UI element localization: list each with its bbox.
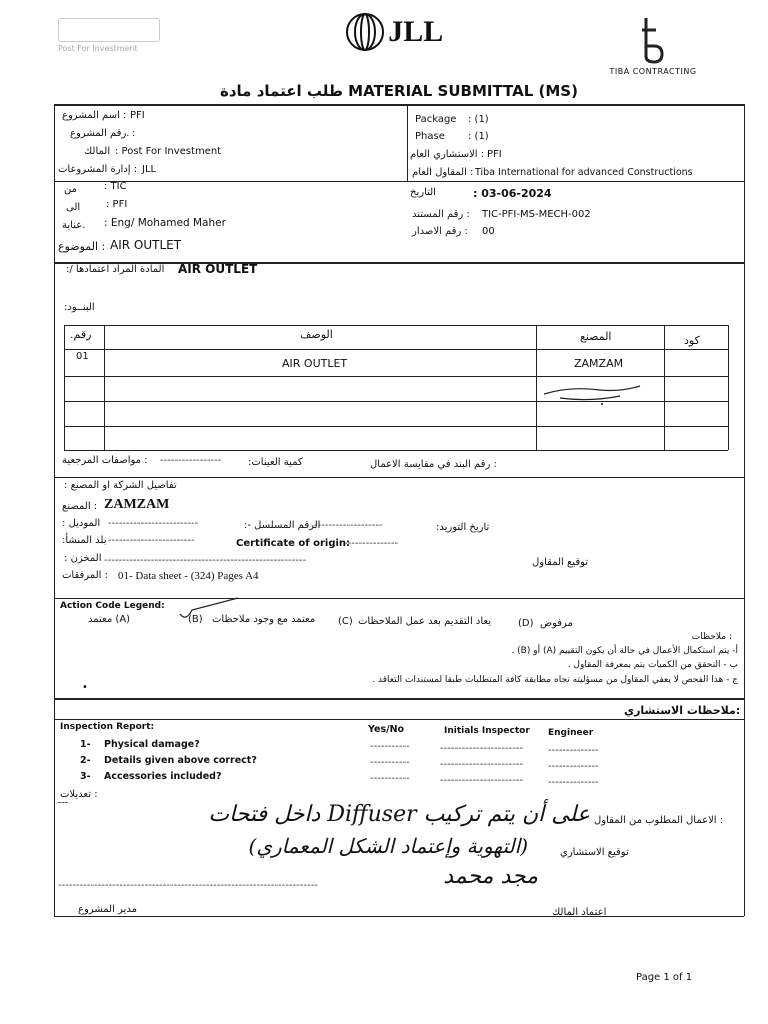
phase-label: Phase bbox=[415, 131, 445, 142]
required-label: الاعمال المطلوب من المقاول : bbox=[594, 815, 724, 826]
table-header-manufacturer: المصنع bbox=[580, 330, 612, 343]
tiba-logo bbox=[598, 16, 708, 76]
phase-value: : (1) bbox=[468, 131, 489, 142]
company-details-label: : تفاصيل الشركة او المصنع bbox=[64, 480, 177, 491]
company-manufacturer-label: المصنع : bbox=[62, 501, 98, 512]
contractor-sig-label: توقيع المقاول bbox=[532, 557, 589, 568]
table-col-0 bbox=[64, 325, 65, 450]
subject-label: الموضوع : bbox=[58, 240, 106, 253]
vdivider-project bbox=[407, 104, 408, 181]
action-a: معتمد (A) bbox=[88, 614, 131, 625]
frame-left bbox=[54, 104, 55, 916]
table-header-bottom bbox=[64, 349, 728, 350]
supply-date-label: :تاريخ التوريد bbox=[436, 522, 490, 533]
initials-inspector-header: Initials Inspector bbox=[444, 726, 530, 736]
engineer-dash-3: -------------- bbox=[548, 777, 599, 788]
table-top bbox=[64, 325, 728, 326]
store-label: : المخزن bbox=[64, 553, 102, 564]
consultant-title: ملاحظات الاستشاري: bbox=[624, 704, 741, 717]
doc-no-value: TIC-PFI-MS-MECH-002 bbox=[482, 209, 591, 220]
pm-label: إدارة المشروعات : bbox=[58, 164, 138, 175]
inspection-label: Inspection Report: bbox=[60, 722, 155, 732]
yes-no-header: Yes/No bbox=[368, 724, 405, 735]
action-legend-title: Action Code Legend: bbox=[60, 601, 165, 611]
handwritten-signature: مجد محمد bbox=[443, 864, 538, 889]
table-header-no: .رقم bbox=[70, 328, 92, 341]
from-label: من bbox=[64, 184, 77, 195]
pfi-logo-text: Post For Investment bbox=[58, 44, 138, 53]
note-c: ج - هذا الفحص لا يعفي المقاول من مسؤليته تجاه مطابقة كافة المتطلبات طبقا لمستندات التعاقد . bbox=[372, 675, 738, 685]
action-c-text: يعاد التقديم بعد عمل الملاحظات bbox=[358, 616, 492, 627]
owner-label: المالك bbox=[84, 146, 111, 157]
yes-dash-3: ----------- bbox=[370, 773, 410, 784]
divider-3 bbox=[54, 477, 744, 478]
specs-dash: ----------------- bbox=[160, 455, 222, 466]
serial-dash: ------------------- bbox=[314, 520, 383, 531]
inspection-item-2-label: Details given above correct? bbox=[104, 755, 257, 766]
inspection-item-3-label: Accessories included? bbox=[104, 771, 222, 782]
table-header-desc: الوصف bbox=[300, 328, 333, 341]
action-d-text: مرفوض bbox=[540, 618, 573, 629]
contractor-value: Tiba International for advanced Constructions bbox=[475, 167, 693, 178]
date-value: : 03-06-2024 bbox=[473, 187, 552, 200]
attachments-label: المرفقات : bbox=[62, 570, 108, 581]
samples-label: :كمية العينات bbox=[248, 457, 303, 468]
package-label: Package bbox=[415, 114, 457, 125]
origin-label: :بلد المنشأ bbox=[62, 535, 107, 546]
inspection-item-1-label: Physical damage? bbox=[104, 739, 200, 750]
jll-logo bbox=[345, 12, 443, 52]
tiba-logo-text: TIBA CONTRACTING bbox=[609, 67, 697, 76]
engineer-dash-2: -------------- bbox=[548, 761, 599, 772]
project-name-value: PFI bbox=[130, 110, 145, 121]
page-title: طلب اعتماد مادة MATERIAL SUBMITTAL (MS) bbox=[220, 82, 578, 100]
action-b-text: معتمد مع وجود ملاحظات bbox=[212, 614, 316, 625]
initials-dash-1: ----------------------- bbox=[440, 743, 523, 754]
attn-label: عناية. bbox=[62, 220, 86, 231]
owner-approval-label: اعتماد المالك bbox=[552, 907, 607, 918]
inspection-item-3-num: 3- bbox=[80, 771, 91, 782]
items-label: :البنــود bbox=[64, 302, 95, 313]
divider-1 bbox=[54, 181, 744, 182]
company-manufacturer-value: ZAMZAM bbox=[104, 497, 170, 512]
yes-dash-2: ----------- bbox=[370, 757, 410, 768]
model-dash: ------------------------- bbox=[108, 518, 199, 529]
divider-6 bbox=[54, 719, 744, 720]
owner-value: : Post For Investment bbox=[115, 146, 222, 157]
modifications-line-2: ------------------------------------------------------------------------ bbox=[58, 880, 318, 891]
table-col-3 bbox=[664, 325, 665, 450]
table-col-1 bbox=[104, 325, 105, 450]
engineer-dash-1: -------------- bbox=[548, 745, 599, 756]
serial-label: :- الرقم المسلسل bbox=[244, 520, 321, 531]
yes-dash-1: ----------- bbox=[370, 741, 410, 752]
table-header-code: كود bbox=[684, 334, 700, 347]
project-no-value: : bbox=[132, 128, 136, 139]
action-d: (D) bbox=[518, 618, 534, 629]
table-row-manufacturer: ZAMZAM bbox=[574, 357, 624, 370]
handwritten-mark-scribble bbox=[540, 380, 650, 408]
table-col-4 bbox=[728, 325, 729, 450]
table-row-line-3 bbox=[64, 426, 728, 427]
tiba-mark-icon bbox=[638, 16, 668, 64]
to-label: الى bbox=[66, 202, 81, 213]
cert-dash: --------------- bbox=[344, 538, 399, 549]
material-label: :/ المادة المراد اعتمادها bbox=[66, 264, 165, 275]
action-c: (C) bbox=[338, 616, 353, 627]
from-value: : TIC bbox=[104, 181, 127, 192]
engineer-header: Engineer bbox=[548, 728, 594, 738]
model-label: : الموديل bbox=[62, 518, 101, 529]
action-b: (B) bbox=[188, 614, 203, 625]
divider-5 bbox=[54, 698, 744, 700]
project-no-label: رقم المشروع. bbox=[70, 128, 130, 139]
project-name-label: اسم المشروع : bbox=[62, 110, 127, 121]
rev-value: 00 bbox=[482, 226, 495, 237]
specs-label: مواصفات المرجعية : bbox=[62, 455, 148, 466]
subject-value: AIR OUTLET bbox=[110, 238, 182, 252]
doc-no-label: رقم المستند : bbox=[412, 209, 470, 220]
bullet-dot: • bbox=[82, 682, 88, 693]
jll-globe-icon bbox=[345, 12, 385, 52]
frame-right bbox=[744, 104, 745, 916]
table-bottom bbox=[64, 450, 728, 451]
date-label: التاريخ bbox=[410, 187, 436, 198]
frame-top bbox=[54, 104, 744, 106]
to-value: : PFI bbox=[106, 199, 128, 210]
note-b: ب - التحقق من الكميات يتم بمعرفة المقاول . bbox=[567, 660, 738, 670]
project-manager-label: مدير المشروع bbox=[78, 904, 137, 915]
package-value: : (1) bbox=[468, 114, 489, 125]
pm-value: JLL bbox=[142, 164, 157, 175]
inspection-item-2-num: 2- bbox=[80, 755, 91, 766]
consultant-value: PFI bbox=[487, 149, 502, 160]
note-a: أ- يتم استكمال الأعمال في حالة أن يكون التقييم (A) أو (B) . bbox=[511, 646, 738, 656]
origin-dash: ------------------------ bbox=[108, 535, 195, 546]
rev-label: رقم الاصدار : bbox=[412, 226, 468, 237]
consultant-label: الاستشاري العام : bbox=[410, 149, 485, 160]
boq-label: رقم البند في مقايسة الاعمال : bbox=[370, 459, 497, 470]
handwritten-note-line-1: على أن يتم تركيب Diffuser داخل فتحات bbox=[208, 802, 590, 827]
divider-4 bbox=[54, 598, 744, 599]
attn-value: : Eng/ Mohamed Maher bbox=[104, 217, 226, 229]
material-value: AIR OUTLET bbox=[178, 262, 258, 276]
table-row-no: 01 bbox=[76, 351, 89, 362]
contractor-label: المقاول العام : bbox=[412, 167, 474, 178]
modifications-label: تعديلات : bbox=[60, 789, 98, 800]
attachments-value: 01- Data sheet - (324) Pages A4 bbox=[118, 570, 259, 582]
initials-dash-3: ----------------------- bbox=[440, 775, 523, 786]
jll-logo-text: JLL bbox=[388, 15, 444, 48]
pfi-logo bbox=[58, 18, 173, 58]
consultant-sig-label: توقيع الاستشاري bbox=[560, 847, 629, 858]
modifications-line-1 bbox=[58, 802, 68, 803]
table-row-desc: AIR OUTLET bbox=[282, 357, 348, 370]
cert-label: Certificate of origin: bbox=[236, 538, 351, 549]
store-dash: -------------------------------------------------------- bbox=[104, 555, 307, 566]
initials-dash-2: ----------------------- bbox=[440, 759, 523, 770]
page-number: Page 1 of 1 bbox=[636, 972, 693, 983]
table-row-line-1 bbox=[64, 376, 728, 377]
inspection-item-1-num: 1- bbox=[80, 739, 91, 750]
frame-bottom bbox=[54, 916, 744, 917]
table-col-2 bbox=[536, 325, 537, 450]
handwritten-note-line-2: (التهوية وإعتماد الشكل المعماري) bbox=[248, 834, 528, 858]
notes-title: : ملاحظات bbox=[691, 632, 732, 642]
